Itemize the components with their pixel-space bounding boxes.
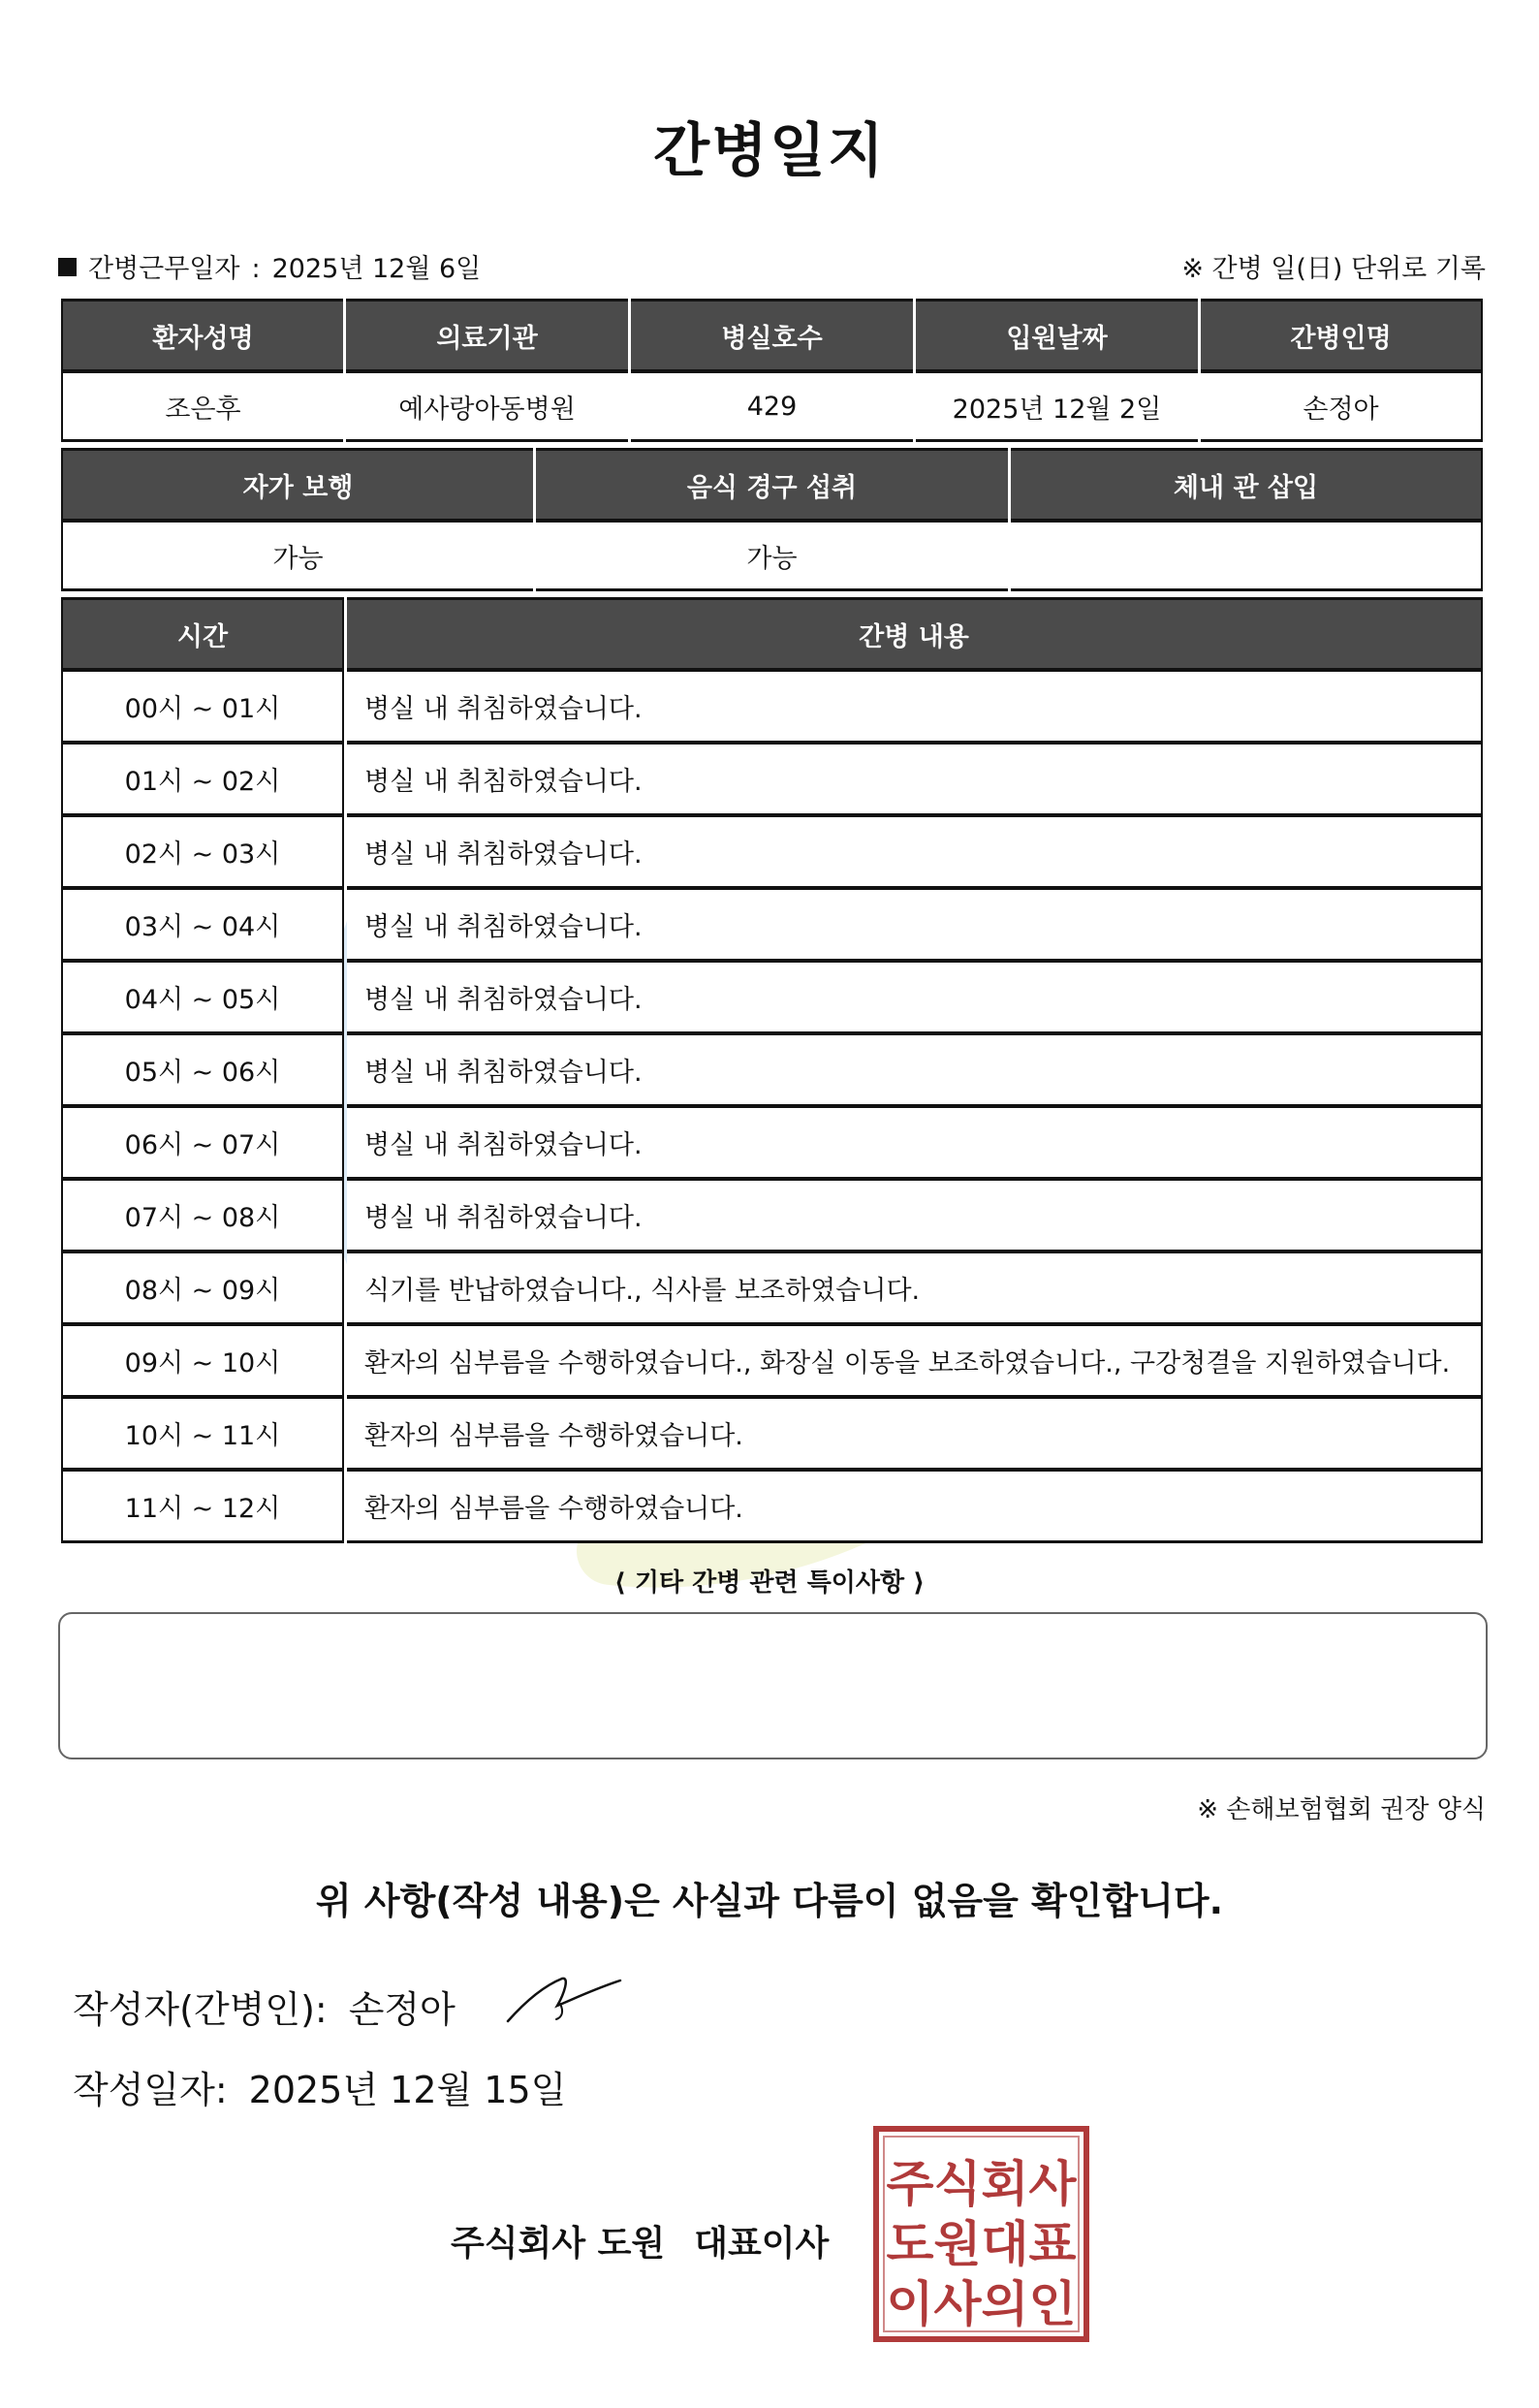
oral-intake-header: 음식 경구 섭취	[536, 448, 1008, 522]
time-cell: 09시 ~ 10시	[61, 1325, 344, 1398]
hospital-header: 의료기관	[346, 299, 628, 372]
association-note: ※ 손해보험협회 권장 양식	[1197, 1795, 1486, 1824]
oral-intake-value: 가능	[536, 522, 1008, 591]
status-info-header-row	[61, 448, 1483, 522]
patient-info-table	[58, 299, 1486, 442]
time-cell: 10시 ~ 11시	[61, 1398, 344, 1471]
status-info-table	[58, 448, 1486, 591]
room-number-value: 429	[631, 372, 913, 442]
remarks-heading: ⟨ 기타 간병 관련 특이사항 ⟩	[613, 1568, 926, 1598]
care-log-header-row	[61, 597, 1483, 671]
work-date-label: 간병근무일자	[88, 254, 240, 284]
company-name: 주식회사 도원	[451, 2224, 666, 2264]
time-cell: 06시 ~ 07시	[61, 1107, 344, 1180]
company-seal-stamp	[872, 2125, 1090, 2343]
seal-text-line: 주식회사	[886, 2156, 1078, 2212]
time-cell: 00시 ~ 01시	[61, 671, 344, 744]
seal-text-line: 이사의인	[886, 2276, 1077, 2332]
content-cell: 병실 내 취침하였습니다.	[347, 1180, 1483, 1252]
admission-date-header: 입원날짜	[916, 299, 1198, 372]
page-title: 간병일지	[653, 117, 886, 185]
time-cell: 04시 ~ 05시	[61, 962, 344, 1034]
table-row	[61, 1471, 1483, 1543]
patient-info-header-row	[61, 299, 1483, 372]
status-info-value-row	[61, 522, 1483, 591]
tube-insertion-header: 체내 관 삽입	[1011, 448, 1483, 522]
handwritten-signature	[504, 1973, 625, 2026]
content-cell: 환자의 심부름을 수행하였습니다., 화장실 이동을 보조하였습니다., 구강청결을 지원하였습니다.	[347, 1325, 1483, 1398]
content-cell: 병실 내 취침하였습니다.	[347, 1107, 1483, 1180]
caregiver-name-header: 간병인명	[1201, 299, 1483, 372]
remarks-box	[58, 1612, 1488, 1759]
written-date-label: 작성일자	[73, 2069, 215, 2111]
writer-label: 작성자(간병인)	[73, 1988, 315, 2031]
time-cell: 08시 ~ 09시	[61, 1252, 344, 1325]
self-walking-header: 자가 보행	[61, 448, 533, 522]
room-number-header: 병실호수	[631, 299, 913, 372]
table-row	[61, 1398, 1483, 1471]
time-cell: 03시 ~ 04시	[61, 889, 344, 962]
content-cell: 병실 내 취침하였습니다.	[347, 744, 1483, 816]
admission-date-value: 2025년 12월 2일	[916, 372, 1198, 442]
work-date	[58, 247, 481, 285]
content-cell: 식기를 반납하였습니다., 식사를 보조하였습니다.	[347, 1252, 1483, 1325]
content-cell: 병실 내 취침하였습니다.	[347, 671, 1483, 744]
time-cell: 01시 ~ 02시	[61, 744, 344, 816]
writer-name: 손정아	[348, 1988, 455, 2031]
table-row	[61, 1180, 1483, 1252]
work-date-value: 2025년 12월 6일	[271, 254, 482, 284]
company-title: 대표이사	[694, 2224, 830, 2264]
time-cell: 07시 ~ 08시	[61, 1180, 344, 1252]
content-cell: 환자의 심부름을 수행하였습니다.	[347, 1398, 1483, 1471]
work-date-separator: :	[251, 254, 261, 284]
written-date-line	[73, 2060, 566, 2113]
time-cell: 02시 ~ 03시	[61, 816, 344, 889]
company-signature-line	[451, 2216, 829, 2265]
table-row	[61, 1325, 1483, 1398]
table-row	[61, 744, 1483, 816]
writer-separator: :	[314, 1988, 328, 2031]
content-cell: 병실 내 취침하였습니다.	[347, 1034, 1483, 1107]
confirmation-statement: 위 사항(작성 내용)은 사실과 다름이 없음을 확인합니다.	[315, 1880, 1224, 1922]
care-content-header: 간병 내용	[347, 597, 1483, 671]
content-cell: 병실 내 취침하였습니다.	[347, 962, 1483, 1034]
table-row	[61, 1107, 1483, 1180]
table-row	[61, 962, 1483, 1034]
square-bullet-icon	[58, 258, 77, 276]
content-cell: 환자의 심부름을 수행하였습니다.	[347, 1471, 1483, 1543]
care-log-table	[58, 597, 1486, 1543]
tube-insertion-value	[1011, 522, 1483, 591]
caregiver-name-value: 손정아	[1201, 372, 1483, 442]
unit-note: ※ 간병 일(日) 단위로 기록	[1181, 254, 1486, 284]
time-header: 시간	[61, 597, 344, 671]
table-row	[61, 1252, 1483, 1325]
patient-name-value: 조은후	[61, 372, 343, 442]
time-cell: 05시 ~ 06시	[61, 1034, 344, 1107]
patient-name-header: 환자성명	[61, 299, 343, 372]
table-row	[61, 889, 1483, 962]
seal-text-line: 도원대표	[886, 2216, 1078, 2272]
written-date-value: 2025년 12월 15일	[248, 2069, 567, 2111]
hospital-value: 예사랑아동병원	[346, 372, 628, 442]
writer-line	[73, 1980, 455, 2033]
patient-info-value-row	[61, 372, 1483, 442]
table-row	[61, 671, 1483, 744]
table-row	[61, 816, 1483, 889]
written-date-separator: :	[214, 2069, 228, 2111]
time-cell: 11시 ~ 12시	[61, 1471, 344, 1543]
table-row	[61, 1034, 1483, 1107]
content-cell: 병실 내 취침하였습니다.	[347, 816, 1483, 889]
content-cell: 병실 내 취침하였습니다.	[347, 889, 1483, 962]
self-walking-value: 가능	[61, 522, 533, 591]
